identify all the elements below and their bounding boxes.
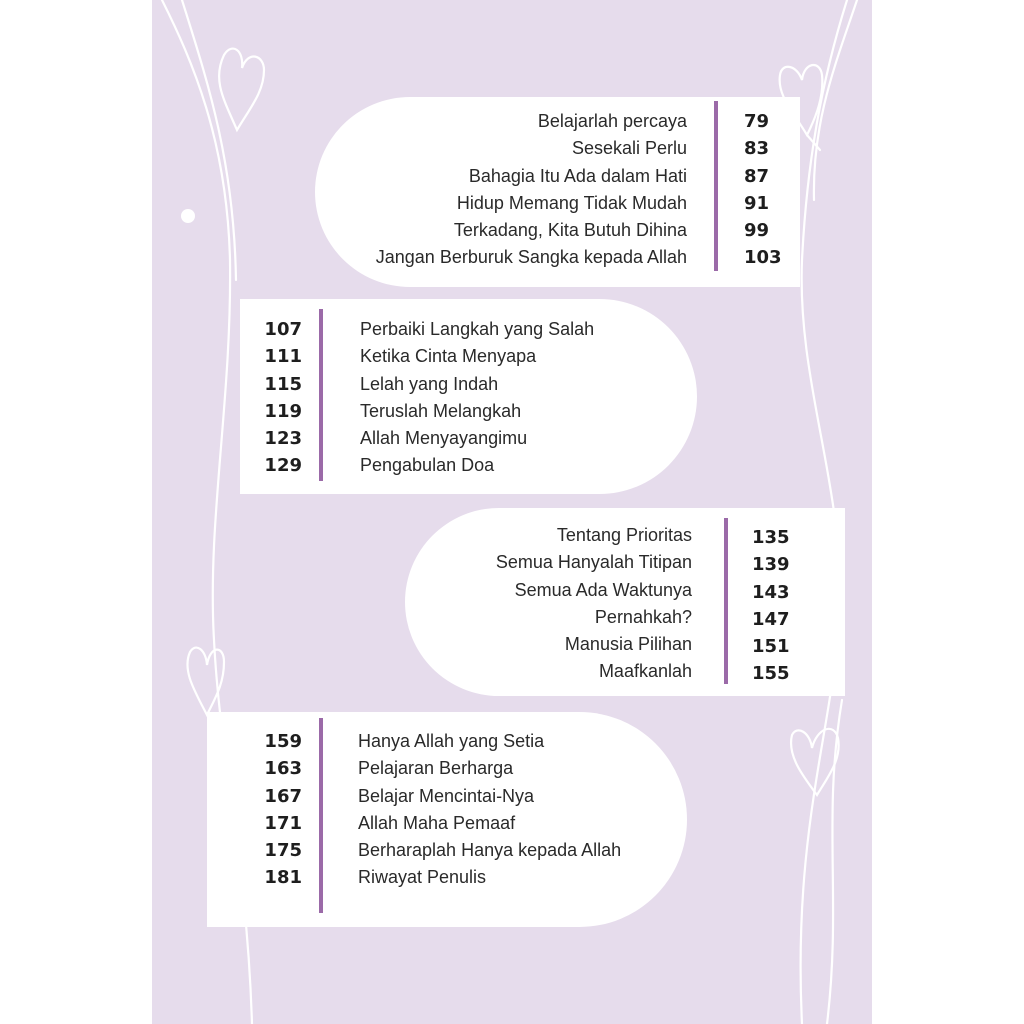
toc-entry-page[interactable]: 167: [264, 785, 302, 807]
toc-entry-title[interactable]: Pernahkah?: [594, 606, 692, 627]
toc-entry-title[interactable]: Ketika Cinta Menyapa: [360, 346, 537, 367]
toc-entry-title[interactable]: Pengabulan Doa: [360, 455, 495, 476]
toc-entry-page[interactable]: 103: [744, 247, 782, 269]
toc-entry-title[interactable]: Tentang Prioritas: [556, 525, 692, 545]
toc-entry-title[interactable]: Allah Menyayangimu: [360, 428, 528, 449]
toc-entry-page[interactable]: 143: [752, 581, 790, 603]
heart-icon: [219, 49, 264, 130]
toc-entry-page[interactable]: 123: [264, 428, 302, 450]
toc-entry-title[interactable]: Jangan Berburuk Sangka kepada Allah: [375, 247, 687, 268]
toc-entry-title[interactable]: Pelajaran Berharga: [358, 758, 514, 779]
toc-entry-title[interactable]: Lelah yang Indah: [360, 373, 499, 394]
toc-titles-2: [360, 316, 660, 480]
toc-entry-title[interactable]: Riwayat Penulis: [358, 867, 487, 888]
toc-entry-page[interactable]: 107: [264, 319, 302, 340]
toc-page: [152, 0, 872, 1024]
toc-entry-page[interactable]: 79: [744, 111, 770, 132]
toc-entry-title[interactable]: Allah Maha Pemaaf: [358, 812, 516, 833]
toc-entry-page[interactable]: 147: [752, 608, 790, 630]
toc-entry-title[interactable]: Perbaiki Langkah yang Salah: [360, 319, 595, 339]
toc-pages-2: [250, 316, 302, 480]
toc-pages-3: [752, 524, 812, 688]
toc-entry-page[interactable]: 155: [752, 663, 790, 685]
toc-entry-page[interactable]: 151: [752, 636, 790, 658]
toc-entry-page[interactable]: 129: [264, 455, 302, 477]
toc-entry-page[interactable]: 163: [264, 758, 302, 780]
toc-divider-3: [724, 518, 728, 684]
toc-pages-4: [250, 728, 302, 892]
toc-entry-title[interactable]: Hanya Allah yang Setia: [358, 731, 545, 751]
toc-divider-4: [319, 718, 323, 913]
toc-entry-page[interactable]: 175: [264, 840, 302, 862]
toc-titles-4: [358, 728, 668, 892]
toc-entry-title[interactable]: Belajar Mencintai-Nya: [358, 785, 535, 806]
toc-titles-1: [332, 108, 687, 272]
toc-entry-title[interactable]: Bahagia Itu Ada dalam Hati: [468, 165, 687, 186]
toc-divider-2: [319, 309, 323, 481]
toc-entry-page[interactable]: 115: [264, 373, 302, 395]
toc-entry-page[interactable]: 87: [744, 165, 770, 187]
toc-entry-title[interactable]: Maafkanlah: [598, 661, 692, 682]
toc-entry-title[interactable]: Terkadang, Kita Butuh Dihina: [453, 220, 687, 241]
toc-entry-page[interactable]: 83: [744, 138, 770, 160]
toc-entry-page[interactable]: 99: [744, 220, 770, 242]
toc-entry-page[interactable]: 139: [752, 554, 790, 576]
toc-entry-page[interactable]: 135: [752, 527, 790, 548]
toc-entry-page[interactable]: 159: [264, 731, 302, 752]
toc-entry-title[interactable]: Semua Hanyalah Titipan: [495, 552, 692, 573]
toc-entry-page[interactable]: 181: [264, 867, 302, 889]
toc-entry-title[interactable]: Belajarlah percaya: [537, 111, 687, 131]
toc-entry-page[interactable]: 91: [744, 192, 770, 214]
toc-entry-title[interactable]: Hidup Memang Tidak Mudah: [456, 192, 687, 213]
toc-entry-title[interactable]: Sesekali Perlu: [571, 138, 687, 159]
toc-divider-1: [714, 101, 718, 271]
toc-entry-page[interactable]: 111: [264, 346, 302, 368]
toc-entry-title[interactable]: Teruslah Melangkah: [360, 400, 522, 421]
toc-entry-page[interactable]: 171: [264, 812, 302, 834]
toc-entry-page[interactable]: 119: [264, 400, 302, 422]
toc-entry-title[interactable]: Manusia Pilihan: [564, 634, 692, 655]
toc-titles-3: [432, 522, 692, 686]
toc-pages-1: [744, 108, 804, 272]
toc-entry-title[interactable]: Semua Ada Waktunya: [514, 579, 692, 600]
toc-entry-title[interactable]: Berharaplah Hanya kepada Allah: [358, 840, 622, 861]
